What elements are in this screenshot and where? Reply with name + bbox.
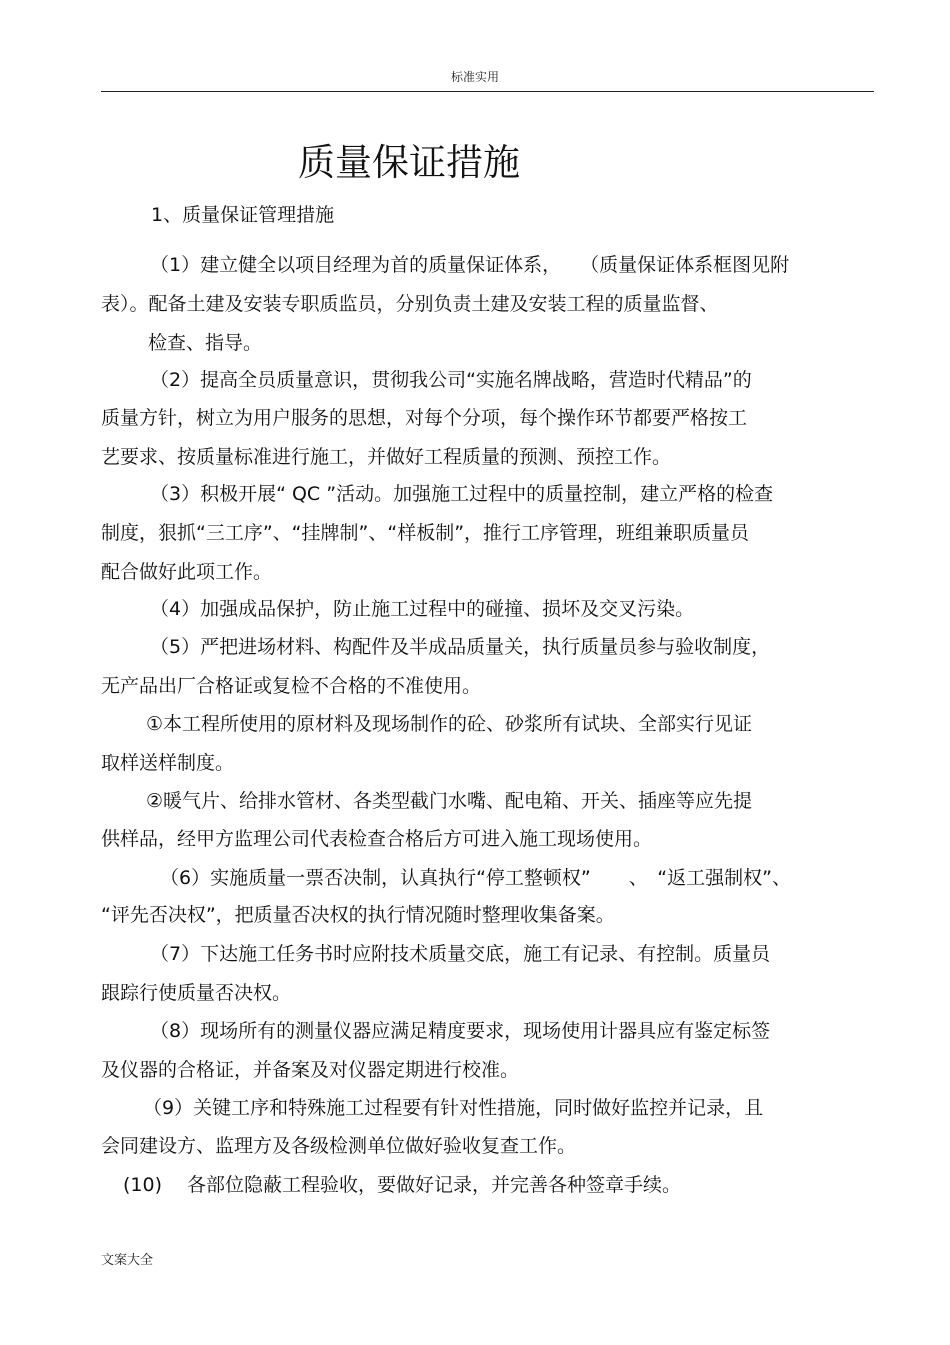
paragraph-line: (10) 各部位隐蔽工程验收，要做好记录，并完善各种签章手续。	[123, 1174, 682, 1196]
paragraph-line: 会同建设方、监理方及各级检测单位做好验收复查工作。	[101, 1135, 577, 1157]
paragraph-line: 取样送样制度。	[101, 752, 235, 774]
paragraph-line: 配合做好此项工作。	[101, 561, 273, 583]
paragraph-line: 无产品出厂合格证或复检不合格的不准使用。	[101, 675, 482, 697]
paragraph-line: 表）。配备土建及安装专职质监员，分别负责土建及安装工程的质量监督、	[101, 293, 719, 315]
page-footer: 文案大全	[101, 1253, 154, 1268]
paragraph-line: （1）建立健全以项目经理为首的质量保证体系， （质量保证体系框图见附	[150, 254, 790, 276]
paragraph-line: （7）下达施工任务书时应附技术质量交底，施工有记录、有控制。质量员	[150, 943, 771, 965]
paragraph-line: 跟踪行使质量否决权。	[101, 982, 292, 1004]
paragraph-line: （5）严把进场材料、构配件及半成品质量关，执行质量员参与验收制度，	[150, 636, 771, 658]
document-title: 质量保证措施	[298, 141, 520, 184]
paragraph-line: （8）现场所有的测量仪器应满足精度要求，现场使用计器具应有鉴定标签	[150, 1020, 771, 1042]
paragraph-line: “评先否决权”，把质量否决权的执行情况随时整理收集备案。	[101, 904, 615, 926]
paragraph-line: 检查、指导。	[148, 332, 263, 354]
paragraph-line: 制度，狠抓“三工序”、“挂牌制”、“样板制”，推行工序管理，班组兼职质量员	[101, 522, 750, 544]
header-divider	[101, 91, 874, 92]
paragraph-line: ②暖气片、给排水管材、各类型截门水嘴、配电箱、开关、插座等应先提	[146, 790, 753, 812]
paragraph-line: （3）积极开展“ QC ”活动。加强施工过程中的质量控制，建立严格的检查	[150, 483, 774, 505]
paragraph-line: （9）关键工序和特殊施工过程要有针对性措施，同时做好监控并记录，且	[143, 1097, 764, 1119]
paragraph-line: （6）实施质量一票否决制，认真执行“停工整顿权” 、 “返工强制权”、	[160, 867, 791, 889]
paragraph-line: 质量方针，树立为用户服务的思想，对每个分项，每个操作环节都要严格按工	[101, 407, 748, 429]
section-heading: 1、质量保证管理措施	[151, 204, 335, 226]
paragraph-line: 及仪器的合格证，并备案及对仪器定期进行校准。	[101, 1059, 520, 1081]
page-header: 标准实用	[450, 70, 499, 84]
paragraph-line: （2）提高全员质量意识，贯彻我公司“实施名牌战略，营造时代精品”的	[150, 369, 752, 391]
paragraph-line: 艺要求、按质量标准进行施工，并做好工程质量的预测、预控工作。	[101, 446, 672, 468]
paragraph-line: 供样品，经甲方监理公司代表检查合格后方可进入施工现场使用。	[101, 828, 653, 850]
paragraph-line: （4）加强成品保护，防止施工过程中的碰撞、损坏及交叉污染。	[150, 598, 695, 620]
paragraph-line: ①本工程所使用的原材料及现场制作的砼、砂浆所有试块、全部实行见证	[146, 713, 753, 735]
